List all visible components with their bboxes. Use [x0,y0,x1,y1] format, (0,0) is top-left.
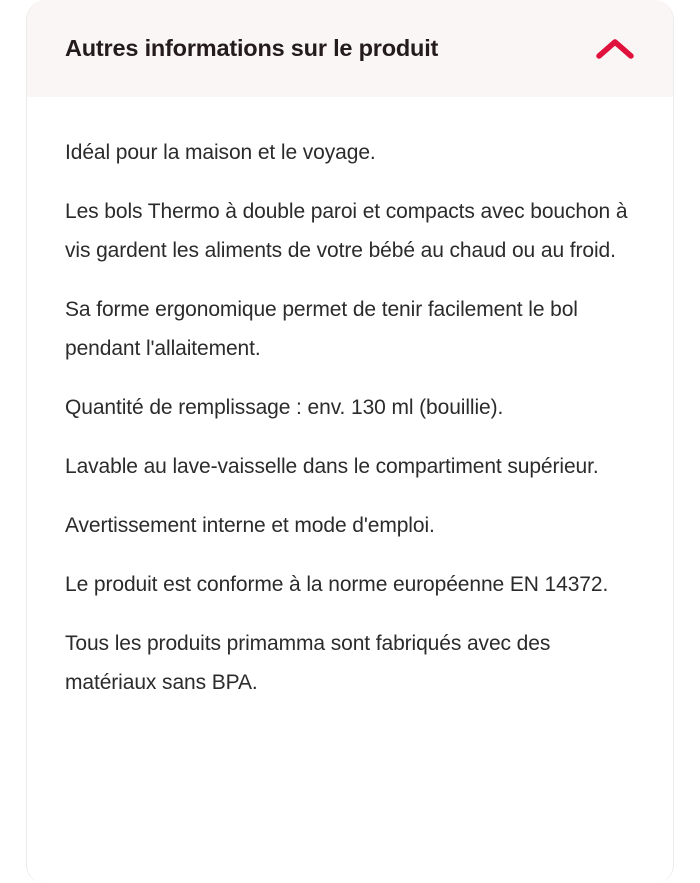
info-paragraph: Les bols Thermo à double paroi et compacts avec bouchon à vis gardent les aliments de votre bébé au chaud ou au froid. [65,200,628,262]
accordion-collapse-button[interactable] [591,25,639,73]
info-paragraph: Avertissement interne et mode d'emploi. [65,514,435,537]
info-paragraph: Tous les produits primamma sont fabriqués avec des matériaux sans BPA. [65,632,551,694]
chevron-up-icon [595,37,635,61]
accordion-header-toggle[interactable] [27,0,673,97]
info-paragraph: Le produit est conforme à la norme européenne EN 14372. [65,573,609,596]
product-info-accordion-card [26,0,674,883]
info-paragraph: Lavable au lave-vaisselle dans le compartiment supérieur. [65,455,599,478]
info-paragraph: Idéal pour la maison et le voyage. [65,141,376,164]
accordion-content [27,97,673,742]
info-paragraph: Sa forme ergonomique permet de tenir facilement le bol pendant l'allaitement. [65,298,578,360]
info-paragraph: Quantité de remplissage : env. 130 ml (bouillie). [65,396,504,419]
accordion-title: Autres informations sur le produit [65,35,439,62]
